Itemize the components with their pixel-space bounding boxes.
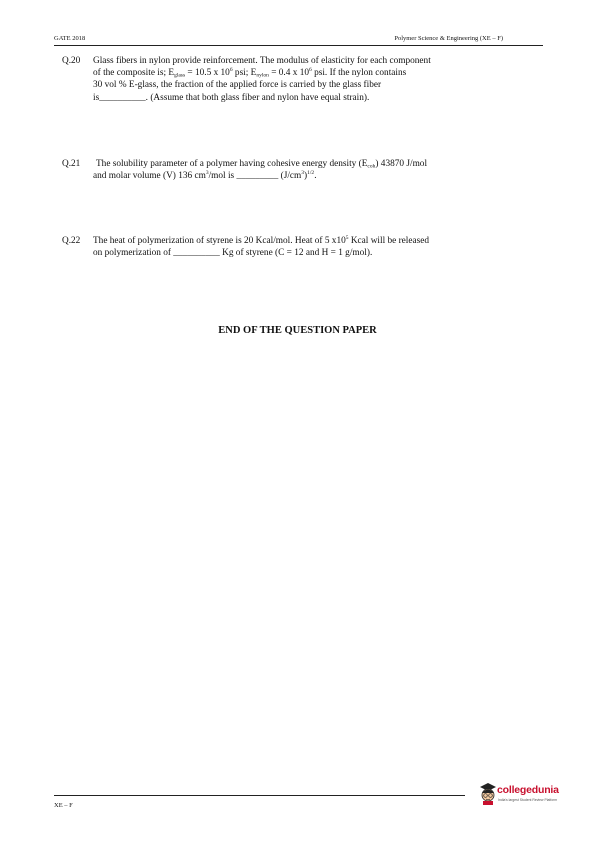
- exam-name: GATE 2018: [54, 35, 86, 42]
- logo-brand: collegedunia: [497, 784, 559, 796]
- question-text: [93, 55, 537, 104]
- logo-tagline: India's largest Student Review Platform: [498, 798, 558, 802]
- line: The solubility parameter of a polymer having cohesive energy density $(E_{coh})$ 43870 J/mol: [96, 159, 428, 170]
- line: Glass fibers in nylon provide reinforcement. The modulus of elasticity for each component: [93, 56, 431, 66]
- line: 30 vol % E-glass, the fraction of the applied force is carried by the glass fiber: [93, 80, 382, 91]
- page-header: [54, 35, 543, 45]
- line: and molar volume (V) 136 $cm^3$/mol is _________ $(J/cm^3)^{1/2}$.: [93, 170, 317, 182]
- question-number: Q.22: [62, 236, 81, 246]
- paper-name: Polymer Science & Engineering (XE – F): [394, 35, 503, 42]
- question-text: [93, 235, 537, 259]
- mascot-icon: [478, 780, 498, 806]
- question-text: [93, 158, 537, 182]
- question-number: Q.20: [62, 56, 81, 66]
- line: The heat of polymerization of styrene is 20 Kcal/mol. Heat of 5 $x10^5$ Kcal will be released: [93, 235, 430, 246]
- line: on polymerization of __________ Kg of styrene (C = 12 and H = 1 g/mol).: [93, 248, 373, 259]
- collegedunia-logo: [478, 780, 568, 810]
- footer-code: XE – F: [54, 802, 73, 809]
- line: is__________. (Assume that both glass fiber and nylon have equal strain).: [93, 92, 370, 103]
- end-of-paper-heading: END OF THE QUESTION PAPER: [218, 325, 377, 336]
- header-divider: [54, 45, 543, 46]
- footer-divider: [54, 795, 465, 796]
- question-number: Q.21: [62, 159, 81, 169]
- line: of the composite is; $E_{glass} = 10.5$ x $10^6$ psi; $E_{nylon} = 0.4$ x $10^6$ psi. If the nylon contains: [93, 67, 407, 79]
